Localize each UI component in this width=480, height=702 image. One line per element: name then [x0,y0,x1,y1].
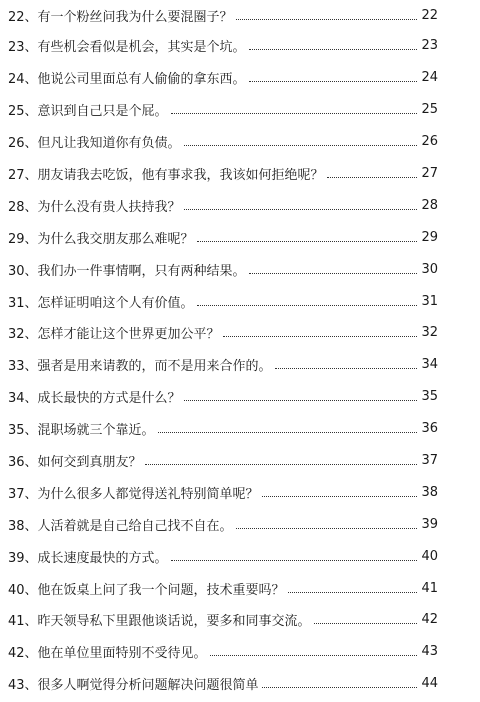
toc-entry[interactable] [8,508,438,540]
dot-leader [327,177,417,178]
entry-title: 成长速度最快的方式。 [37,550,168,566]
toc-entry[interactable] [8,445,438,477]
entry-number: 27、 [8,168,38,183]
entry-page-number: 43 [421,644,438,660]
entry-number: 37、 [8,486,38,502]
toc-entry[interactable] [8,94,438,126]
entry-page-number: 35 [421,389,438,405]
toc-entry[interactable] [8,189,438,221]
entry-number: 25、 [8,104,38,120]
entry-title: 意识到自己只是个屁。 [37,104,168,120]
entry-title: 为什么很多人都觉得送礼特别简单呢？ [37,486,259,502]
dot-leader [184,145,417,146]
dot-leader [236,528,417,529]
entry-title: 怎样才能让这个世界更加公平？ [37,327,220,343]
entry-title: 为什么我交朋友那么难呢？ [37,231,194,247]
toc-entry[interactable] [8,285,438,317]
dot-leader [249,49,417,50]
dot-leader [249,273,417,274]
entry-title: 他在单位里面特别不受待见。 [37,646,207,662]
dot-leader [262,687,417,688]
entry-title: 他在饭桌上问了我一个问题，技术重要吗？ [37,582,285,598]
entry-title: 很多人啊觉得分析问题解决问题很简单 [37,678,259,694]
entry-title: 混职场就三个靠近。 [37,423,155,439]
toc-entry[interactable] [8,0,438,30]
dot-leader [210,655,417,656]
entry-number: 41、 [8,614,38,630]
dot-leader [314,623,417,624]
entry-number: 42、 [8,646,38,662]
entry-title: 如何交到真朋友？ [37,455,142,471]
entry-number: 39、 [8,550,38,566]
entry-title: 昨天领导私下里跟他谈话说，要多和同事交流。 [37,614,311,630]
toc-entry[interactable] [8,221,438,253]
entry-title: 他说公司里面总有人偷偷的拿东西。 [37,72,246,88]
entry-page-number: 40 [421,548,438,564]
entry-page-number: 27 [421,166,438,181]
toc-entry[interactable] [8,381,438,413]
entry-number: 26、 [8,136,38,152]
dot-leader [197,241,417,242]
toc-entry[interactable] [8,476,438,508]
entry-page-number: 25 [421,102,438,118]
entry-page-number: 30 [421,261,438,277]
entry-page-number: 28 [421,197,438,213]
entry-title: 有一个粉丝问我为什么要混圈子？ [37,9,233,25]
dot-leader [158,432,417,433]
entry-page-number: 38 [421,484,438,500]
entry-title: 有些机会看似是机会，其实是个坑。 [37,40,246,56]
entry-page-number: 39 [421,516,438,532]
dot-leader [262,496,417,497]
toc-entry[interactable] [8,636,438,668]
toc-entry[interactable] [8,604,438,636]
dot-leader [197,305,417,306]
entry-number: 43、 [8,678,38,694]
entry-page-number: 24 [421,70,438,86]
entry-page-number: 42 [421,612,438,628]
entry-page-number: 29 [421,229,438,245]
dot-leader [236,19,417,20]
dot-leader [288,592,417,593]
entry-number: 31、 [8,295,38,311]
dot-leader [171,113,417,114]
dot-leader [184,209,417,210]
dot-leader [171,560,417,561]
entry-number: 35、 [8,423,38,439]
entry-number: 36、 [8,455,38,471]
entry-number: 34、 [8,391,38,407]
toc-entry[interactable] [8,349,438,381]
entry-page-number: 31 [421,293,438,309]
entry-title: 朋友请我去吃饭，他有事求我，我该如何拒绝呢？ [37,168,324,183]
entry-title: 成长最快的方式是什么？ [37,391,181,407]
entry-page-number: 44 [421,676,438,692]
toc-entry[interactable] [8,30,438,62]
dot-leader [249,81,417,82]
dot-leader [275,368,417,369]
entry-page-number: 26 [421,134,438,150]
entry-title: 怎样证明咱这个人有价值。 [37,295,194,311]
entry-number: 38、 [8,518,38,534]
toc-entry[interactable] [8,317,438,349]
entry-title: 人活着就是自己给自己找不自在。 [37,518,233,534]
toc-entry[interactable] [8,62,438,94]
entry-title: 但凡让我知道你有负债。 [37,136,181,152]
entry-page-number: 37 [421,453,438,469]
toc-entry[interactable] [8,572,438,604]
toc-entry[interactable] [8,126,438,158]
entry-number: 32、 [8,327,38,343]
entry-number: 33、 [8,359,38,375]
toc-entry[interactable] [8,668,438,700]
entry-number: 30、 [8,263,38,279]
dot-leader [184,400,417,401]
dot-leader [145,464,417,465]
entry-number: 22、 [8,9,38,25]
entry-title: 强者是用来请教的，而不是用来合作的。 [37,359,272,375]
entry-page-number: 23 [421,38,438,54]
entry-title: 我们办一件事情啊，只有两种结果。 [37,263,246,279]
entry-page-number: 36 [421,421,438,437]
entry-number: 23、 [8,40,38,56]
entry-number: 28、 [8,199,38,215]
entry-number: 40、 [8,582,38,598]
entry-page-number: 41 [421,580,438,596]
toc-entry[interactable] [8,158,438,190]
entry-number: 24、 [8,72,38,88]
entry-number: 29、 [8,231,38,247]
toc-entry[interactable] [8,540,438,572]
entry-page-number: 22 [421,7,438,23]
entry-page-number: 34 [421,357,438,373]
entry-title: 为什么没有贵人扶持我？ [37,199,181,215]
toc-entry[interactable] [8,413,438,445]
dot-leader [223,336,417,337]
entry-page-number: 32 [421,325,438,341]
toc-entry[interactable] [8,253,438,285]
